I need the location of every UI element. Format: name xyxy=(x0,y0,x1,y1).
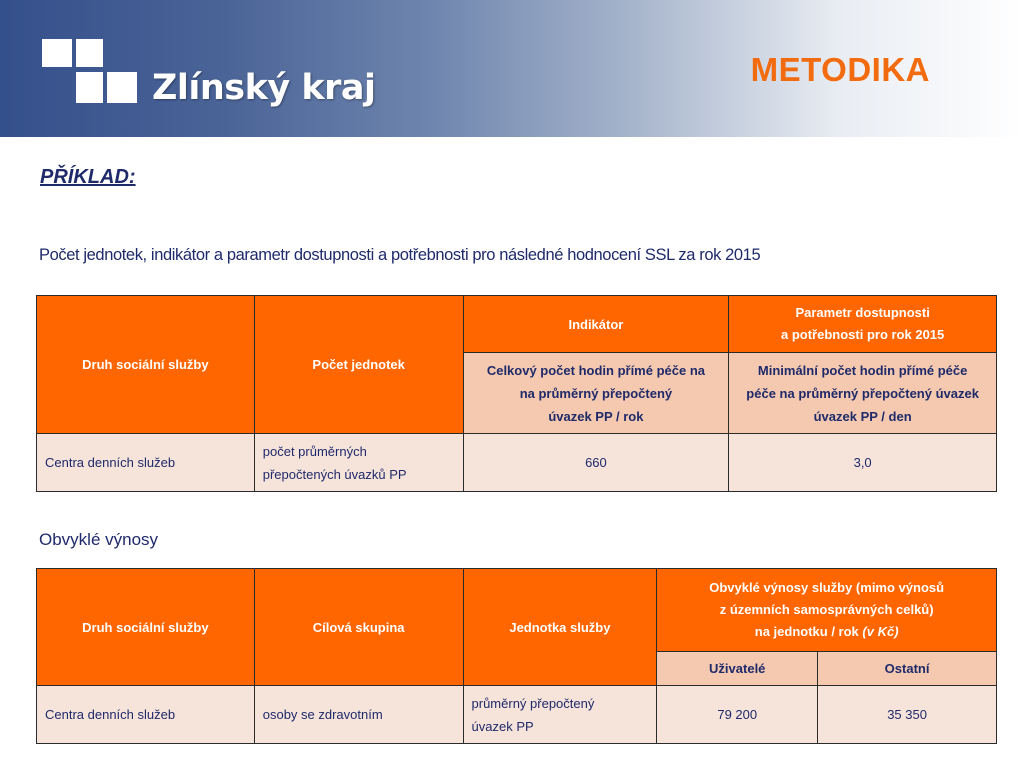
subheader-line: na průměrný přepočtený xyxy=(519,385,673,401)
logo-square xyxy=(107,72,137,103)
subheader-other: Ostatní xyxy=(818,652,997,686)
section-title-revenues: Obvyklé výnosy xyxy=(39,530,159,549)
slide-title: METODIKA xyxy=(750,51,930,88)
subheader-line: Celkový počet hodin přímé péče na xyxy=(486,362,705,378)
table-row xyxy=(37,686,997,744)
example-label: PŘÍKLAD: xyxy=(40,166,136,188)
table-row xyxy=(37,434,997,492)
cell-target: osoby se zdravotním xyxy=(254,686,463,744)
header-parameter-line: a potřebnosti pro rok 2015 xyxy=(781,327,945,342)
cell-line: počet průměrných xyxy=(262,443,367,459)
logo-square xyxy=(42,39,72,67)
subheader-line: Minimální počet hodin přímé péče xyxy=(757,362,968,378)
header-target-group: Cílová skupina xyxy=(254,569,463,686)
header-service-type: Druh sociální služby xyxy=(37,296,255,434)
cell-line: úvazek PP xyxy=(471,718,534,734)
logo-square xyxy=(76,39,103,67)
cell-other: 35 350 xyxy=(818,686,997,744)
cell-service: Centra denních služeb xyxy=(37,434,255,492)
header-revenue-line: na jednotku / rok xyxy=(754,624,859,639)
revenue-table xyxy=(36,568,997,744)
subheader-parameter xyxy=(729,353,997,434)
subheader-line: úvazek PP / den xyxy=(813,408,912,424)
zlinsky-kraj-logo xyxy=(0,0,140,110)
table1-caption: Počet jednotek, indikátor a parametr dostupnosti a potřebnosti pro následné hodnocení SSL za rok 2015 xyxy=(39,246,761,264)
header-service-type: Druh sociální služby xyxy=(37,569,255,686)
subheader-line: péče na průměrný přepočtený úvazek xyxy=(746,385,979,401)
logo-text: Zlínský kraj xyxy=(152,68,376,108)
header-usual-revenues xyxy=(657,569,997,652)
header-revenue-line: z územních samosprávných celků) xyxy=(719,602,934,617)
header-parameter xyxy=(729,296,997,353)
header-indicator: Indikátor xyxy=(463,296,729,353)
cell-line: průměrný přepočtený xyxy=(471,695,595,711)
cell-users: 79 200 xyxy=(657,686,818,744)
logo-square xyxy=(76,72,103,103)
header-banner xyxy=(0,0,1024,137)
cell-line: přepočtených úvazků PP xyxy=(262,466,407,482)
subheader-users: Uživatelé xyxy=(657,652,818,686)
cell-indicator: 660 xyxy=(463,434,729,492)
header-revenue-line: Obvyklé výnosy služby (mimo výnosů xyxy=(709,580,945,595)
header-revenue-currency: (v Kč) xyxy=(862,624,899,639)
subheader-indicator xyxy=(463,353,729,434)
indicator-table xyxy=(36,295,997,492)
header-parameter-line: Parametr dostupnosti xyxy=(795,305,930,320)
cell-service: Centra denních služeb xyxy=(37,686,255,744)
subheader-line: úvazek PP / rok xyxy=(548,408,644,424)
cell-parameter: 3,0 xyxy=(729,434,997,492)
cell-units xyxy=(254,434,463,492)
cell-unit xyxy=(463,686,657,744)
header-unit-count: Počet jednotek xyxy=(254,296,463,434)
header-service-unit: Jednotka služby xyxy=(463,569,657,686)
